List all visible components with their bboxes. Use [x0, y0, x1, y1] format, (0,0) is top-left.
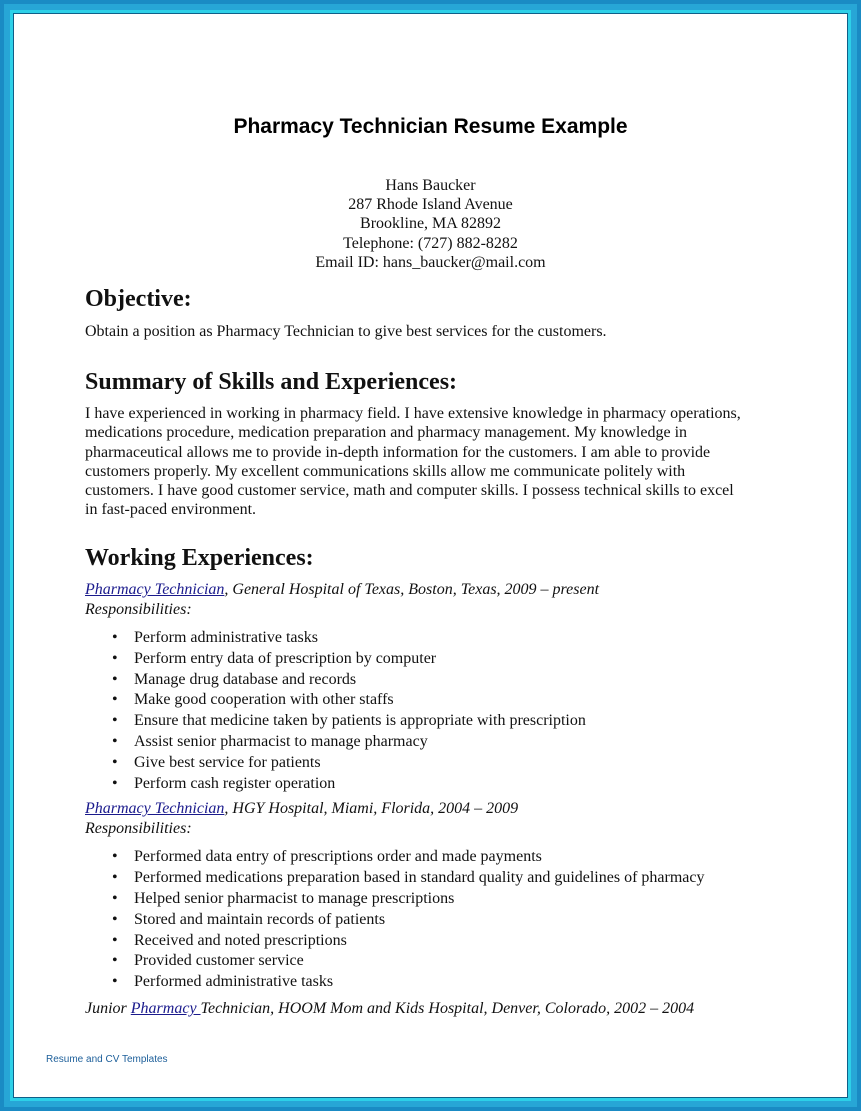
objective-section: [85, 285, 785, 341]
summary-heading: Summary of Skills and Experiences:: [85, 369, 458, 395]
summary-text: [85, 404, 785, 520]
summary-section: [85, 368, 785, 520]
job-details: , General Hospital of Texas, Boston, Texas, 2009 – present: [224, 581, 600, 598]
job-entry-2: [85, 799, 785, 838]
responsibility-list-1: [85, 628, 785, 794]
list-item: • Performed medications preparation based in standard quality and guidelines of pharmacy: [134, 868, 785, 889]
responsibility-list-2: [85, 847, 785, 993]
list-item: • Manage drug database and records: [134, 670, 785, 691]
summary-line: pharmaceutical allows me to provide in-depth information for the customers. I am able to provide: [85, 443, 711, 461]
contact-telephone: Telephone: (727) 882-8282: [343, 234, 518, 252]
summary-line: medications procedure, medication preparation and pharmacy management. My knowledge in: [85, 424, 688, 442]
job-prefix: Junior: [85, 999, 131, 1017]
job-title-line: [85, 580, 785, 600]
job-entry-3: [85, 999, 785, 1019]
contact-name: Hans Baucker: [385, 177, 476, 194]
objective-heading: Objective:: [85, 286, 192, 312]
list-item: • Ensure that medicine taken by patients is appropriate with prescription: [134, 711, 785, 732]
list-item: • Performed data entry of prescriptions order and made payments: [134, 847, 785, 868]
summary-line: in fast-paced environment.: [85, 501, 257, 519]
list-item: • Assist senior pharmacist to manage pharmacy: [134, 732, 785, 753]
list-item: • Give best service for patients: [134, 753, 785, 774]
job-title-link[interactable]: Pharmacy Technician: [85, 800, 225, 818]
responsibilities-label: Responsibilities:: [85, 600, 192, 618]
footer-watermark: Resume and CV Templates: [46, 1054, 168, 1065]
work-section: [85, 544, 785, 1018]
job-details: Technician, HOOM Mom and Kids Hospital, Denver, Colorado, 2002 – 2004: [200, 999, 695, 1017]
responsibilities-label: Responsibilities:: [85, 819, 192, 837]
contact-city: Brookline, MA 82892: [360, 215, 501, 233]
list-item: • Perform entry data of prescription by computer: [134, 649, 785, 670]
objective-text: Obtain a position as Pharmacy Technician to give best services for the customers.: [85, 323, 607, 340]
work-heading: Working Experiences:: [85, 545, 314, 571]
list-item: • Perform administrative tasks: [134, 628, 785, 649]
job-title-line: [85, 799, 785, 819]
list-item: • Perform cash register operation: [134, 774, 785, 795]
contact-address: 287 Rhode Island Avenue: [348, 196, 513, 214]
job-details: , HGY Hospital, Miami, Florida, 2004 – 2009: [224, 800, 519, 818]
summary-line: customers properly. My excellent communications skills allow me communicate politely with: [85, 462, 686, 480]
list-item: • Received and noted prescriptions: [134, 931, 785, 952]
list-item: • Helped senior pharmacist to manage prescriptions: [134, 889, 785, 910]
list-item: • Performed administrative tasks: [134, 972, 785, 993]
summary-line: I have experienced in working in pharmacy field. I have extensive knowledge in pharmacy operations,: [85, 405, 741, 422]
summary-line: customers. I have good customer service, math and computer skills. I possess technical skills to excel: [85, 482, 734, 500]
document-title: Pharmacy Technician Resume Example: [233, 115, 628, 138]
list-item: • Provided customer service: [134, 951, 785, 972]
list-item: • Stored and maintain records of patients: [134, 910, 785, 931]
resume-page: [13, 13, 848, 1098]
job-title-link[interactable]: Pharmacy: [130, 999, 201, 1017]
contact-block: [13, 176, 848, 272]
job-entry-1: [85, 580, 785, 619]
job-title-link[interactable]: Pharmacy Technician: [85, 581, 225, 598]
contact-email: Email ID: hans_baucker@mail.com: [315, 253, 546, 271]
list-item: • Make good cooperation with other staffs: [134, 690, 785, 711]
